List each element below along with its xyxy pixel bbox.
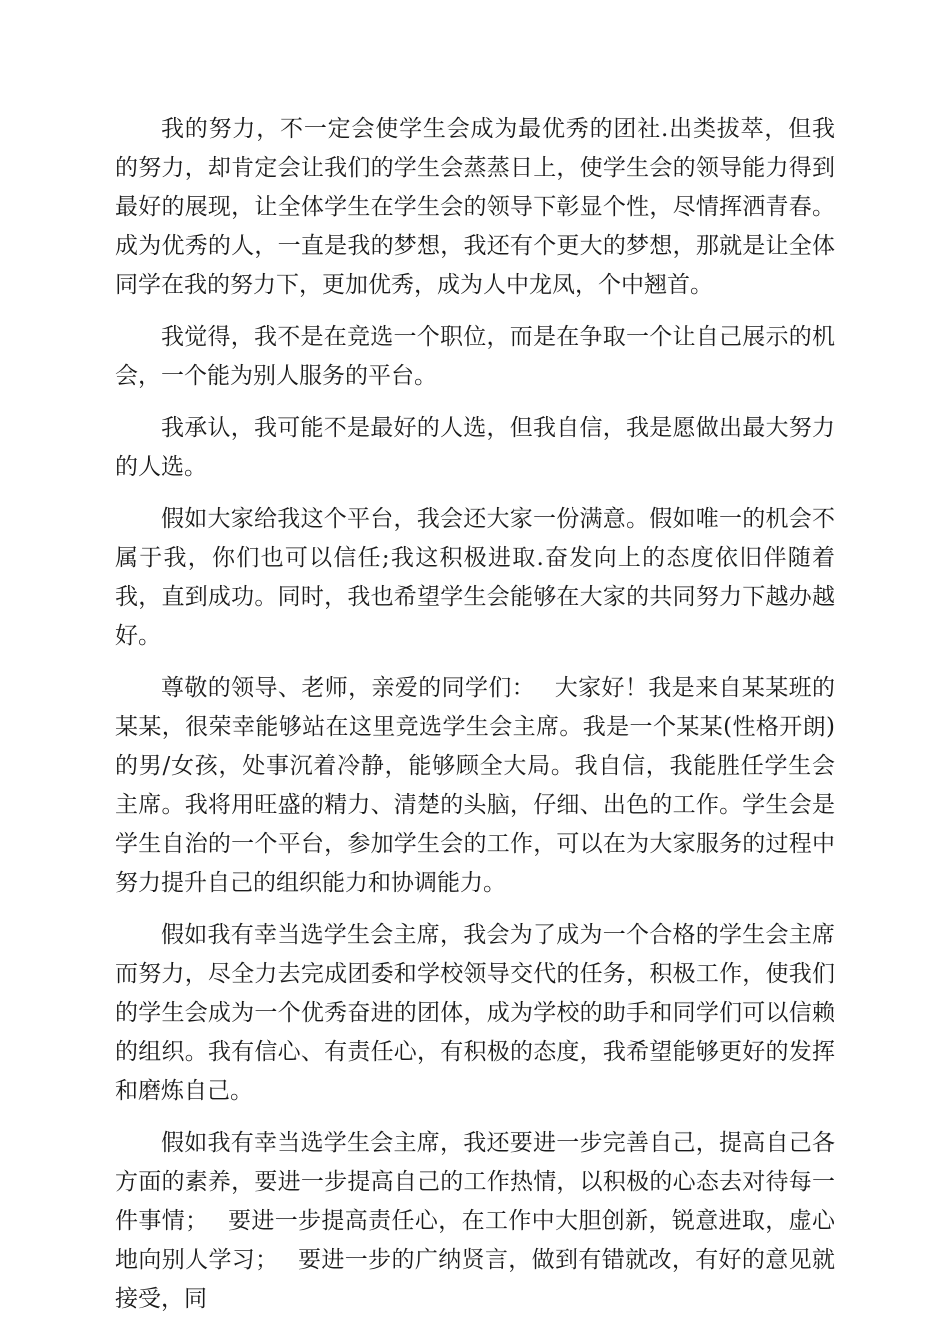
paragraph-4: 假如大家给我这个平台，我会还大家一份满意。假如唯一的机会不属于我，你们也可以信任;我这积极进取.奋发向上的态度依旧伴随着我，直到成功。同时，我也希望学生会能够在大家的共同努力下越办越好。 <box>115 506 835 649</box>
paragraph-7: 假如我有幸当选学生会主席，我还要进一步完善自己，提高自己各方面的素养，要进一步提高自己的工作热情，以积极的心态去对待每一件事情； 要进一步提高责任心，在工作中大胆创新，锐意进取，虚心地向别人学习； 要进一步的广纳贤言，做到有错就改，有好的意见就接受，同 <box>115 1130 835 1312</box>
paragraph-6: 假如我有幸当选学生会主席，我会为了成为一个合格的学生会主席而努力，尽全力去完成团委和学校领导交代的任务，积极工作，使我们的学生会成为一个优秀奋进的团体，成为学校的助手和同学们可以信赖的组织。我有信心、有责任心，有积极的态度，我希望能够更好的发挥和磨炼自己。 <box>115 922 835 1104</box>
document-body <box>115 110 835 1332</box>
paragraph-1: 我的努力，不一定会使学生会成为最优秀的团社.出类拔萃，但我的努力，却肯定会让我们的学生会蒸蒸日上，使学生会的领导能力得到最好的展现，让全体学生在学生会的领导下彰显个性，尽情挥洒青春。成为优秀的人，一直是我的梦想，我还有个更大的梦想，那就是让全体同学在我的努力下，更加优秀，成为人中龙凤，个中翘首。 <box>115 116 835 298</box>
paragraph-2: 我觉得，我不是在竞选一个职位，而是在争取一个让自己展示的机会，一个能为别人服务的平台。 <box>115 324 835 389</box>
paragraph-3: 我承认，我可能不是最好的人选，但我自信，我是愿做出最大努力的人选。 <box>115 415 835 480</box>
paragraph-5: 尊敬的领导、老师，亲爱的同学们： 大家好！我是来自某某班的某某，很荣幸能够站在这里竞选学生会主席。我是一个某某(性格开朗)的男/女孩，处事沉着冷静，能够顾全大局。我自信，我能胜任学生会主席。我将用旺盛的精力、清楚的头脑，仔细、出色的工作。学生会是学生自治的一个平台，参加学生会的工作，可以在为大家服务的过程中努力提升自己的组织能力和协调能力。 <box>115 675 835 896</box>
